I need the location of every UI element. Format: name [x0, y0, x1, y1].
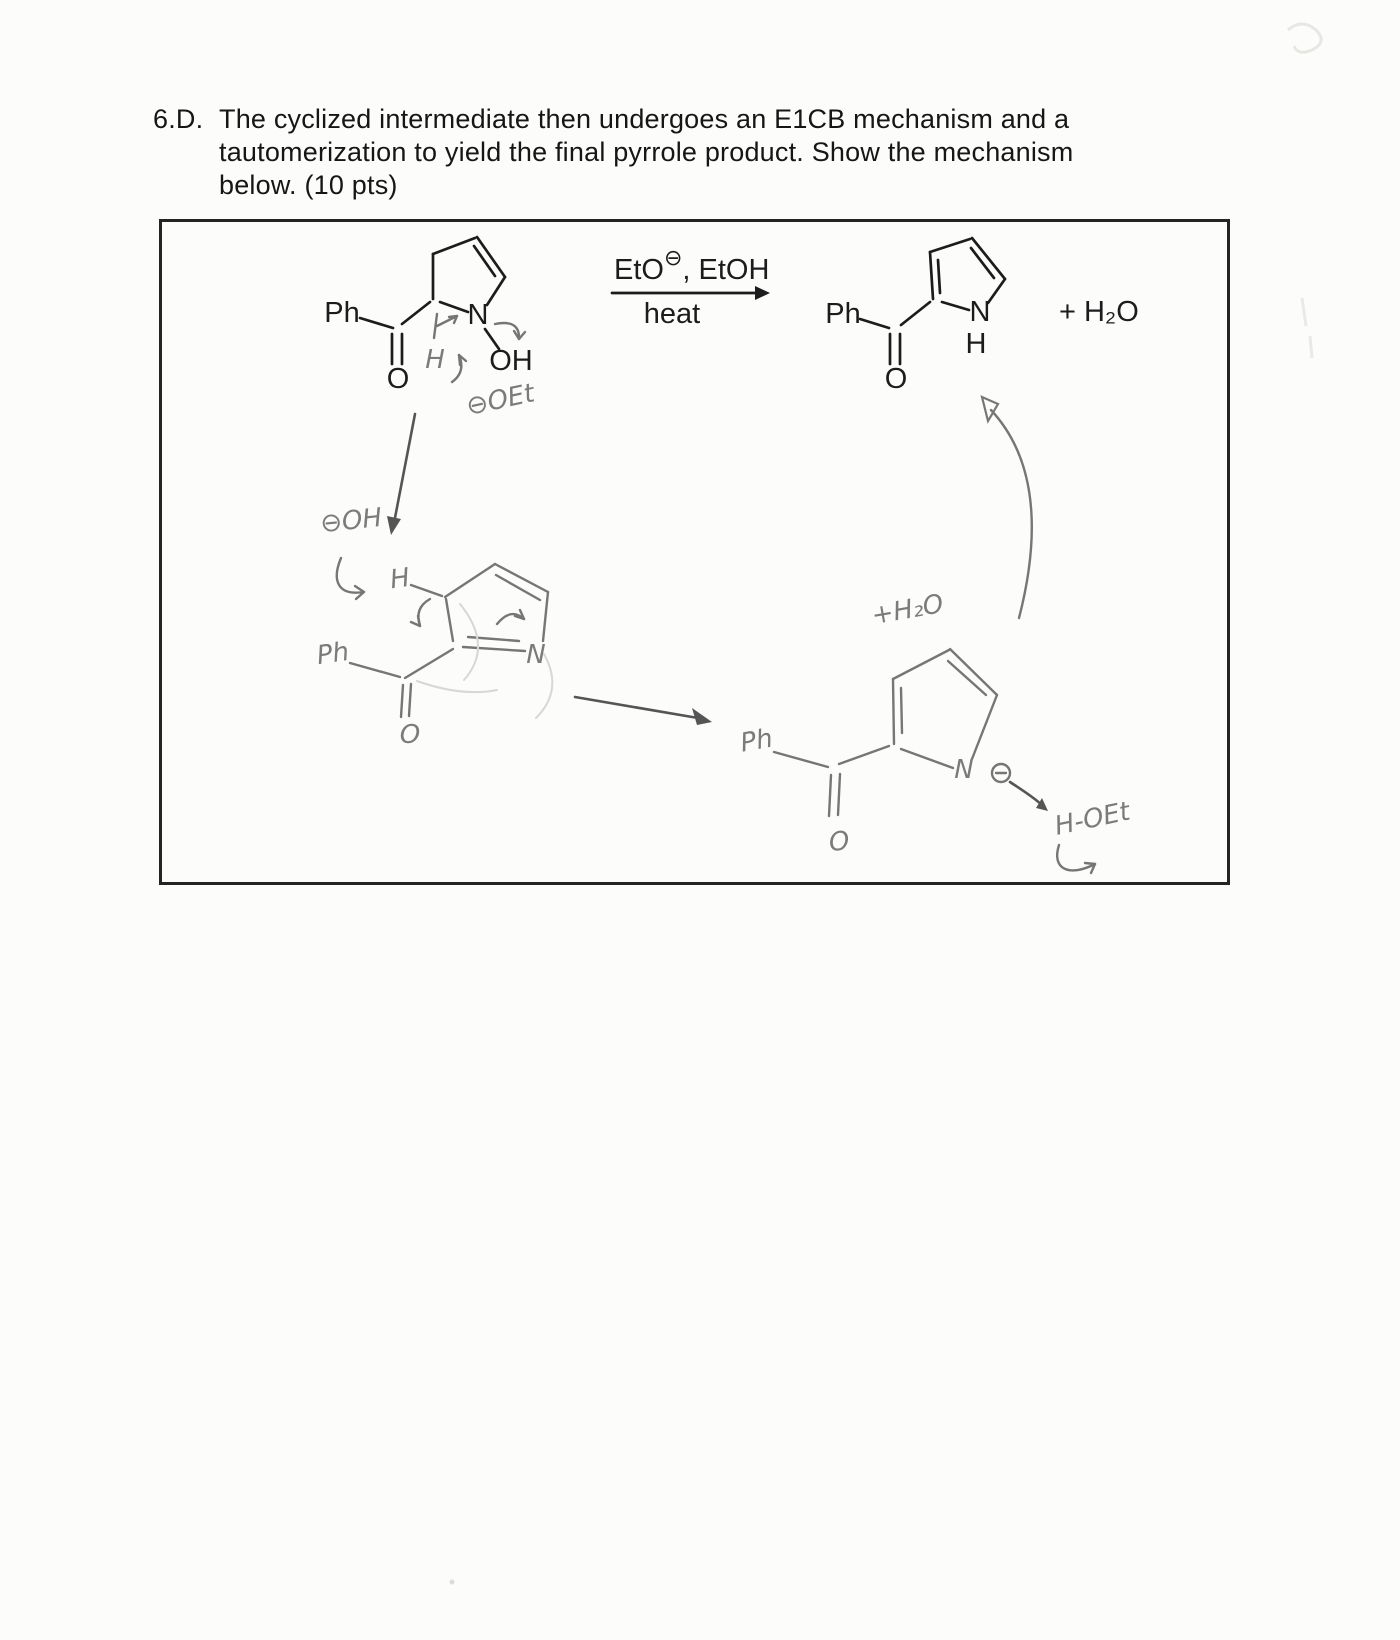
ring-double-bond	[496, 575, 540, 600]
arrowhead-icon	[411, 616, 420, 626]
bond	[360, 318, 393, 328]
step1-down-arrow	[387, 414, 415, 535]
deprotonation-arrow	[1010, 782, 1042, 805]
bond	[405, 649, 453, 678]
ethoxide-base-label: ⊖OEt	[463, 378, 538, 423]
scan-mark	[1302, 298, 1312, 358]
ring-bond	[463, 647, 525, 651]
right-arrowhead-icon	[692, 708, 712, 725]
bond	[774, 752, 828, 767]
anion-ph-label: Ph	[738, 723, 776, 759]
product-n-label: N	[969, 296, 991, 328]
right-arrow	[575, 697, 698, 718]
scan-dot	[450, 1580, 455, 1585]
double-bond	[838, 774, 840, 815]
double-bond	[401, 685, 403, 717]
anion-n-label: N	[954, 755, 974, 785]
curved-arrow-icon	[497, 614, 524, 624]
reagent-solvent-part: , EtOH	[682, 254, 770, 286]
arrowhead-icon	[459, 355, 466, 365]
ring-bond	[433, 238, 475, 254]
ring-bond	[446, 599, 453, 641]
down-arrowhead-icon	[387, 516, 401, 535]
minus-charge-icon: ⊖	[663, 245, 683, 270]
scan-artifact	[1290, 290, 1330, 370]
byproduct-water-label: + H₂O	[1059, 296, 1139, 328]
anion-o-label: O	[827, 826, 851, 859]
deprotonation-intermediate	[315, 503, 552, 750]
scan-artifact	[444, 1574, 464, 1594]
intermediate-ph-label: Ph	[314, 636, 351, 672]
mechanism-answer-box	[159, 219, 1230, 885]
ring-double-bond	[468, 637, 519, 641]
ring-double-bond	[938, 260, 940, 293]
ring-bond	[893, 679, 894, 744]
elimination-intermediate	[738, 589, 1133, 873]
ring-bond	[942, 302, 969, 310]
hook-arrow-icon	[337, 558, 364, 593]
hydroxide-base-label: ⊖OH	[318, 502, 384, 540]
question-number: 6.D.	[153, 104, 204, 134]
bond	[350, 663, 400, 677]
down-arrow	[394, 414, 415, 523]
tautomerization-arrow	[991, 410, 1032, 618]
question-line-3: below. (10 pts)	[219, 170, 398, 200]
product-ph-label: Ph	[825, 298, 861, 330]
ring-bond	[930, 252, 933, 299]
hook-arrow-icon	[495, 323, 519, 339]
reaction-arrowhead-icon	[755, 286, 770, 300]
scan-smudge	[1288, 24, 1321, 52]
alpha-h-label: H	[425, 345, 445, 375]
question-line-2: tautomerization to yield the final pyrrole product. Show the mechanism	[219, 137, 1074, 167]
ring-bond	[950, 649, 997, 695]
ethanol-label: H-OEt	[1052, 796, 1133, 842]
step2-right-arrow	[575, 697, 712, 725]
product-carbonyl-o-label: O	[884, 363, 908, 395]
start-oh-label: OH	[489, 345, 533, 377]
reaction-conditions	[612, 245, 770, 330]
question-text	[153, 103, 1073, 202]
heat-label: heat	[643, 298, 701, 330]
ring-bond	[930, 239, 970, 252]
ring-bond	[893, 650, 949, 679]
intermediate-o-label: O	[399, 720, 421, 750]
ring-bond	[440, 302, 468, 312]
start-ph-label: Ph	[324, 297, 360, 329]
double-bond	[409, 684, 411, 716]
step3-curved-arrow-to-product	[982, 397, 1032, 618]
erased-pencil-mark	[460, 604, 478, 680]
reagent-etoh-part: EtO	[614, 254, 664, 286]
intermediate-n-label: N	[526, 640, 546, 670]
ring-bond	[543, 592, 548, 641]
bond	[402, 302, 430, 324]
erased-pencil-mark	[417, 681, 497, 692]
start-n-label: N	[467, 299, 489, 331]
ring-bond	[901, 749, 953, 768]
hook-arrow-icon	[1057, 845, 1095, 870]
ch-h-label: H	[388, 562, 412, 596]
water-byproduct-label: +H₂O	[869, 589, 946, 632]
scan-artifact	[1270, 8, 1390, 98]
ring-bond	[988, 279, 1005, 303]
product-structure	[825, 238, 1138, 395]
bond	[411, 585, 442, 596]
reagent-label	[614, 245, 769, 286]
ring-bond	[972, 695, 997, 759]
start-carbonyl-o-label: O	[386, 363, 410, 395]
bond	[839, 746, 889, 764]
ring-bond	[445, 564, 495, 597]
mechanism-drawing	[162, 222, 1221, 876]
ring-double-bond	[901, 688, 902, 733]
open-arrowhead-icon	[982, 397, 998, 421]
product-nh-label: H	[965, 328, 987, 360]
double-bond	[829, 775, 831, 816]
question-line-1: The cyclized intermediate then undergoes an E1CB mechanism and a	[219, 104, 1070, 134]
question-lines	[219, 103, 1073, 202]
bond	[860, 319, 889, 328]
ring-double-bond	[474, 246, 495, 276]
ring-bond	[487, 277, 505, 305]
bond	[901, 302, 930, 325]
